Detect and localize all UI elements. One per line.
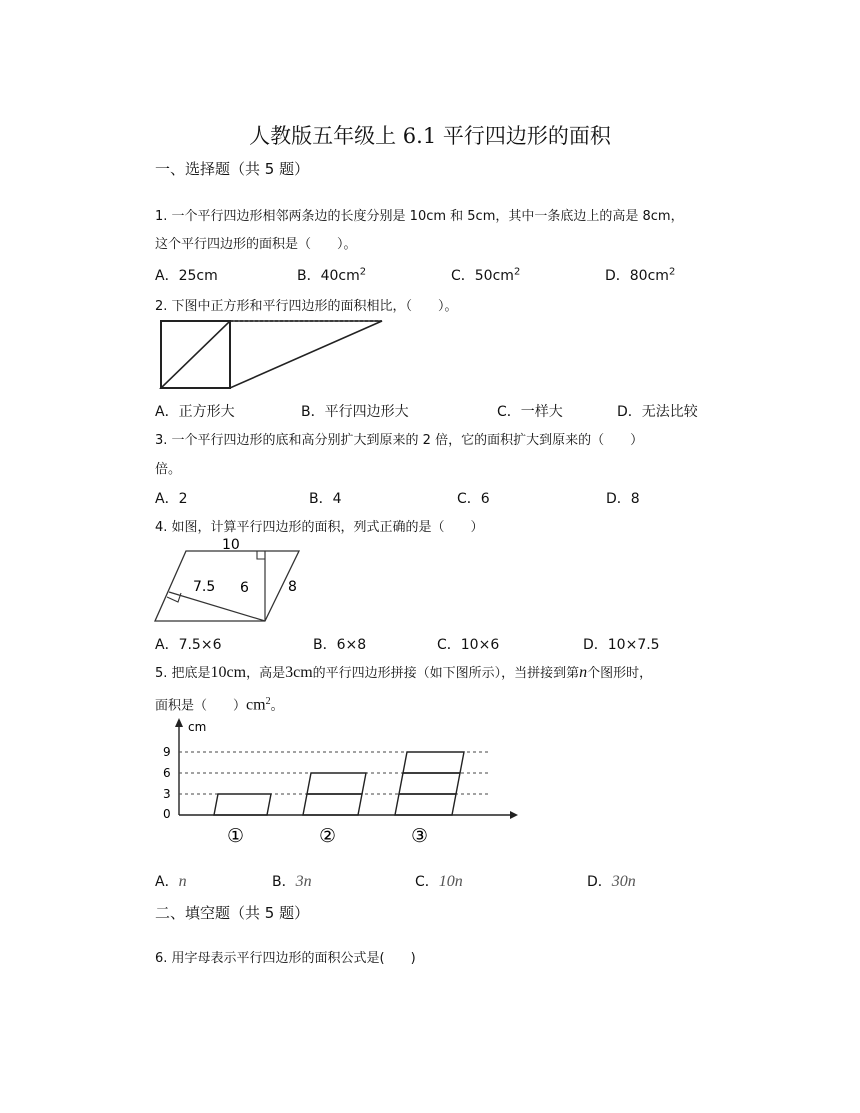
- question-1-line-2: 这个平行四边形的面积是（ ）。: [155, 237, 357, 252]
- figure-2-piece-2: [307, 773, 366, 794]
- q5-option-c: C．10n: [415, 873, 463, 890]
- q5-option-b: B．3n: [272, 873, 312, 890]
- question-5-line-1: 5. 把底是10cm，高是3cm的平行四边形拼接（如下图所示），当拼接到第n个图形时，: [155, 664, 653, 681]
- y-tick-6: 6: [163, 766, 171, 780]
- q1-option-b: B．$40cm^2$: [297, 266, 367, 284]
- tiling-chart: [155, 715, 520, 850]
- page-title: 人教版五年级上 6.1 平行四边形的面积: [249, 124, 611, 148]
- q4-option-c: C．10×6: [437, 637, 500, 653]
- figure-2-piece-1: [303, 794, 362, 815]
- question-3-line-2: 倍。: [155, 462, 182, 477]
- question-4-text: 4. 如图，计算平行四边形的面积，列式正确的是（ ）: [155, 520, 484, 535]
- q2-option-a: A．正方形大: [155, 404, 235, 420]
- y-tick-3: 3: [163, 787, 171, 801]
- q5-option-d: D．30n: [587, 873, 636, 890]
- question-6-text: 6. 用字母表示平行四边形的面积公式是( ): [155, 951, 416, 966]
- parallelogram-height-figure: [150, 533, 310, 628]
- q4-option-a: A．7.5×6: [155, 637, 222, 653]
- question-5-line-2: 面积是（ ）$cm^2$。: [155, 696, 284, 714]
- q3-option-b: B．4: [309, 491, 342, 507]
- parallelogram-shape: [161, 321, 382, 388]
- parallelogram-outline: [155, 551, 299, 621]
- figure-3-piece-1: [395, 794, 456, 815]
- q1-option-c: C．$50cm^2$: [451, 266, 521, 284]
- label-6: 6: [240, 580, 249, 596]
- right-angle-mark-left: [167, 593, 181, 602]
- q3-option-d: D．8: [606, 491, 640, 507]
- figure-3-piece-3: [403, 752, 464, 773]
- question-3-line-1: 3. 一个平行四边形的底和高分别扩大到原来的 2 倍，它的面积扩大到原来的（ ）: [155, 433, 644, 448]
- square-parallelogram-figure: [155, 315, 395, 395]
- x-axis-arrow: [510, 811, 518, 819]
- section-choice-heading: 一、选择题（共 5 题）: [155, 160, 310, 178]
- label-8: 8: [288, 579, 297, 595]
- q2-option-c: C．一样大: [497, 404, 563, 420]
- y-axis-arrow: [175, 718, 183, 727]
- q1-option-d: D．$80cm^2$: [605, 266, 676, 284]
- q5-option-a: A．n: [155, 873, 187, 890]
- height-line-7-5: [169, 592, 265, 621]
- label-10: 10: [222, 537, 240, 553]
- figure-label-3: ③: [411, 825, 429, 847]
- section-fill-heading: 二、填空题（共 5 题）: [155, 904, 310, 922]
- q3-option-c: C．6: [457, 491, 490, 507]
- figure-3-piece-2: [399, 773, 460, 794]
- figure-label-2: ②: [319, 825, 337, 847]
- y-tick-0: 0: [163, 807, 171, 821]
- q1-option-a: A．25cm: [155, 268, 218, 284]
- question-1-line-1: 1. 一个平行四边形相邻两条边的长度分别是 10cm 和 5cm，其中一条底边上的高是 8cm，: [155, 209, 684, 224]
- q2-option-b: B．平行四边形大: [301, 404, 409, 420]
- figure-1-piece-1: [214, 794, 271, 815]
- y-tick-9: 9: [163, 745, 171, 759]
- question-2-text: 2. 下图中正方形和平行四边形的面积相比，（ ）。: [155, 299, 458, 314]
- q3-option-a: A．2: [155, 491, 188, 507]
- label-7-5: 7.5: [193, 579, 216, 595]
- figure-label-1: ①: [227, 825, 245, 847]
- q2-option-d: D．无法比较: [617, 404, 698, 420]
- q4-option-d: D．10×7.5: [583, 637, 660, 653]
- y-axis-unit: cm: [188, 720, 207, 734]
- q4-option-b: B．6×8: [313, 637, 367, 653]
- right-angle-mark-top: [257, 551, 265, 559]
